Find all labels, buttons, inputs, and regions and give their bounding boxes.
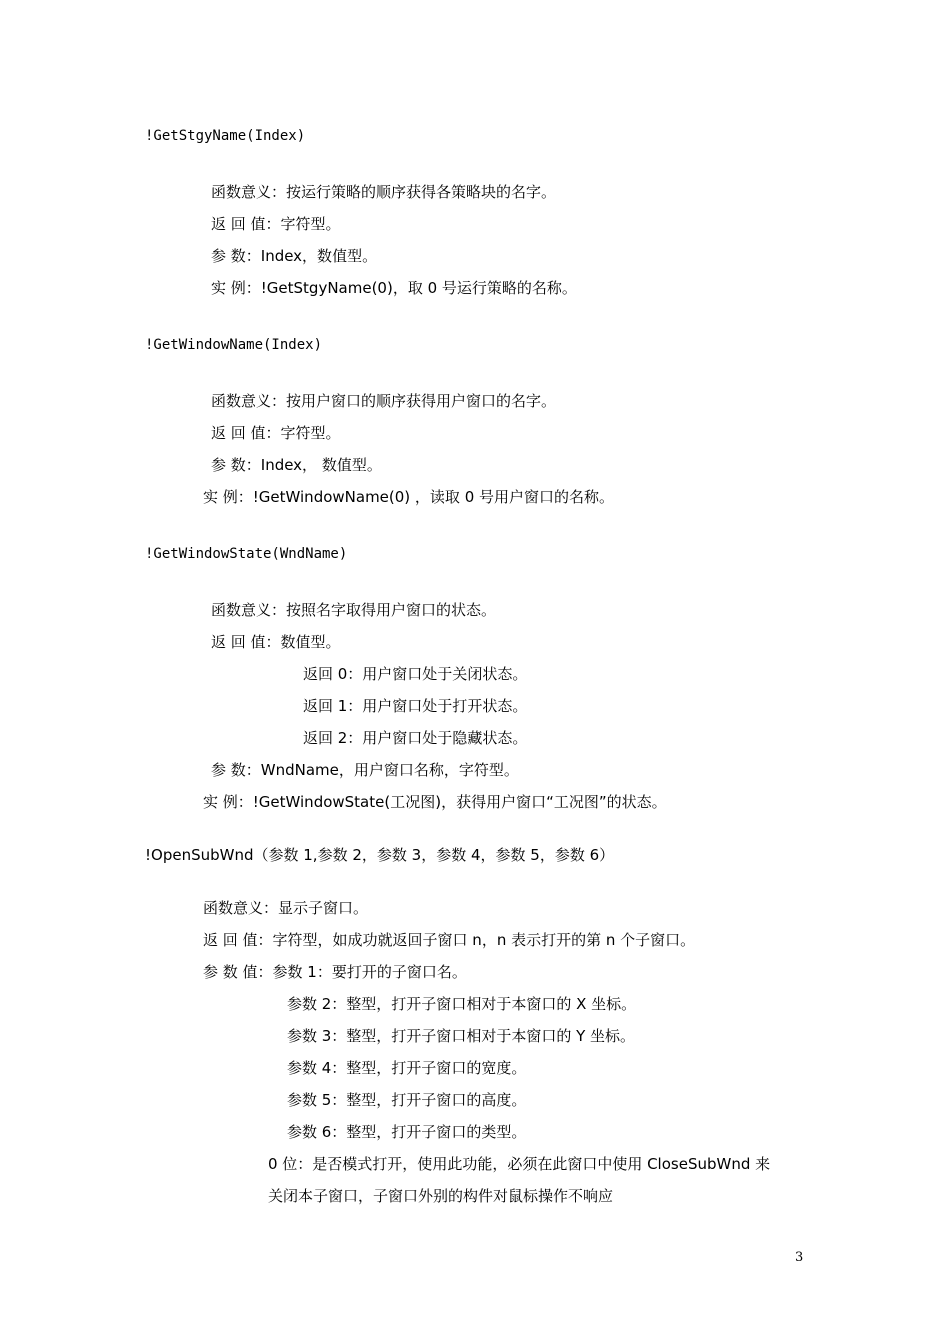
parameter-line: 参数 4：整型，打开子窗口的宽度。: [287, 1059, 527, 1077]
parameter-line: 参数 5：整型，打开子窗口的高度。: [287, 1091, 527, 1109]
parameter-line: 参数 3：整型，打开子窗口相对于本窗口的 Y 坐标。: [287, 1027, 636, 1045]
description-line: 参 数：Index， 数值型。: [211, 456, 382, 474]
description-line: 函数意义：按照名字取得用户窗口的状态。: [211, 601, 497, 619]
description-line: 参 数 值：参数 1：要打开的子窗口名。: [203, 963, 467, 981]
parameter-line: 参数 2：整型，打开子窗口相对于本窗口的 X 坐标。: [287, 995, 637, 1013]
page-number: 3: [795, 1250, 804, 1265]
description-line: 实 例：!GetStgyName(0)，取 0 号运行策略的名称。: [211, 279, 577, 297]
function-heading-getstgyname: !GetStgyName(Index): [145, 128, 306, 144]
description-line: 函数意义：显示子窗口。: [203, 899, 369, 917]
return-value-line: 返回 0：用户窗口处于关闭状态。: [303, 665, 528, 683]
description-line: 返 回 值：数值型。: [211, 633, 341, 651]
parameter-note-line: 0 位：是否模式打开，使用此功能，必须在此窗口中使用 CloseSubWnd 来: [268, 1155, 771, 1173]
description-line: 返 回 值：字符型，如成功就返回子窗口 n，n 表示打开的第 n 个子窗口。: [203, 931, 696, 949]
description-line: 返 回 值：字符型。: [211, 424, 341, 442]
function-heading-opensubwnd: !OpenSubWnd（参数 1,参数 2，参数 3，参数 4，参数 5，参数 6）: [145, 846, 615, 864]
description-line: 实 例：!GetWindowName(0) ，读取 0 号用户窗口的名称。: [203, 488, 615, 506]
return-value-line: 返回 1：用户窗口处于打开状态。: [303, 697, 528, 715]
function-heading-getwindowname: !GetWindowName(Index): [145, 337, 323, 353]
description-line: 参 数：Index，数值型。: [211, 247, 378, 265]
parameter-note-line: 关闭本子窗口，子窗口外别的构件对鼠标操作不响应: [268, 1187, 614, 1205]
description-line: 返 回 值：字符型。: [211, 215, 341, 233]
description-line: 实 例：!GetWindowState(工况图)，获得用户窗口“工况图”的状态。: [203, 793, 667, 811]
return-value-line: 返回 2：用户窗口处于隐藏状态。: [303, 729, 528, 747]
description-line: 参 数：WndName，用户窗口名称，字符型。: [211, 761, 519, 779]
description-line: 函数意义：按运行策略的顺序获得各策略块的名字。: [211, 183, 557, 201]
description-line: 函数意义：按用户窗口的顺序获得用户窗口的名字。: [211, 392, 557, 410]
function-heading-getwindowstate: !GetWindowState(WndName): [145, 546, 348, 562]
parameter-line: 参数 6：整型，打开子窗口的类型。: [287, 1123, 527, 1141]
